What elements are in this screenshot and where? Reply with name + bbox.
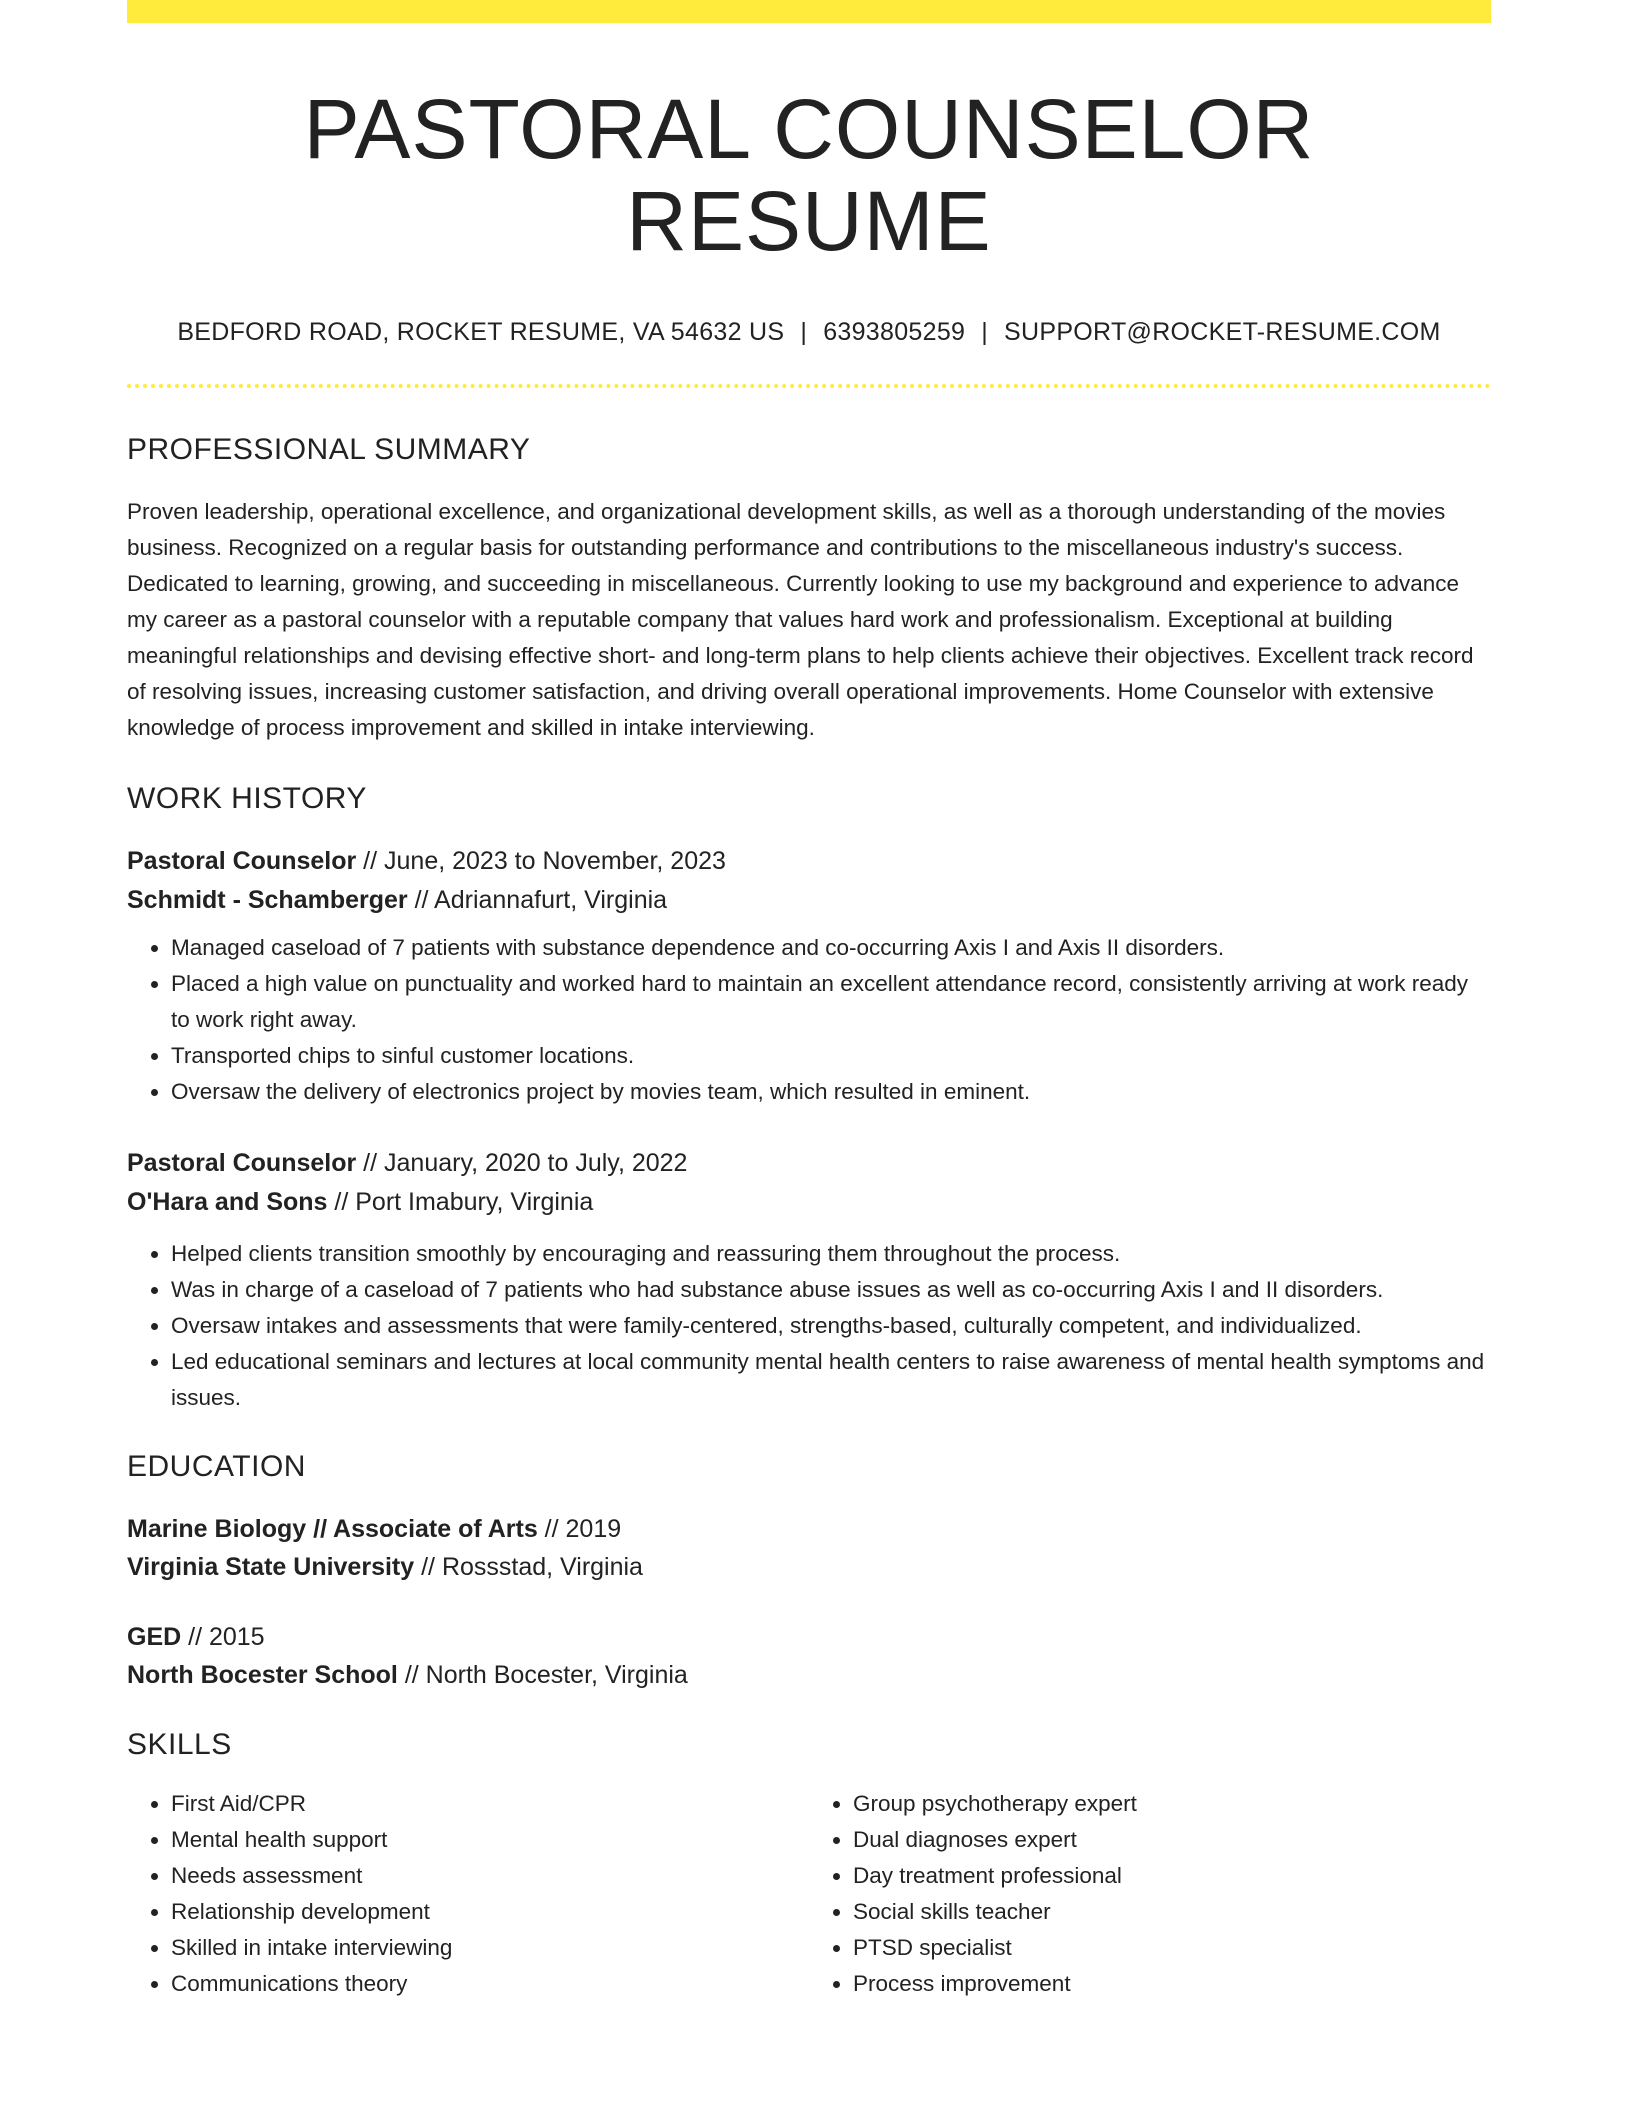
- education-school-line: [127, 1656, 1491, 1694]
- skill-item: • Communications theory: [171, 1966, 809, 2002]
- education-degree: Marine Biology // Associate of Arts: [127, 1514, 538, 1543]
- job-company-line: [127, 1183, 1491, 1222]
- skills-heading: SKILLS: [127, 1727, 232, 1761]
- job-location: // Adriannafurt, Virginia: [407, 885, 668, 914]
- summary-text: Proven leadership, operational excellence, and organizational development skills, as well as a thorough understanding of the movies business. Recognized on a regular basis for outstanding performance and contributions to the miscellaneous industry's success. Dedicated to learning, growing, and succeeding in miscellaneous. Currently looking to use my background and experience to advance my career as a pastoral counselor with a reputable company that values hard work and professionalism. Exceptional at building meaningful relationships and devising effective short- and long-term plans to help clients achieve their objectives. Excellent track record of resolving issues, increasing customer satisfaction, and driving overall operational improvements. Home Counselor with extensive knowledge of process improvement and skilled in intake interviewing.: [127, 498, 1474, 740]
- education-year: // 2015: [181, 1622, 265, 1651]
- job-company: O'Hara and Sons: [127, 1187, 328, 1216]
- job-title: Pastoral Counselor: [127, 1148, 357, 1177]
- resume-page: [127, 0, 1491, 2002]
- skill-item: • PTSD specialist: [853, 1930, 1491, 1966]
- job-bullet: • Managed caseload of 7 patients with substance dependence and co-occurring Axis I and Axis II disorders.: [171, 930, 1491, 966]
- job-location: // Port Imabury, Virginia: [327, 1187, 594, 1216]
- skill-item: • Relationship development: [171, 1894, 809, 1930]
- job-bullet: • Transported chips to sinful customer locations.: [171, 1038, 1491, 1074]
- work-history-heading: WORK HISTORY: [127, 781, 367, 815]
- education-heading: EDUCATION: [127, 1449, 306, 1483]
- job-bullet: • Helped clients transition smoothly by encouraging and reassuring them throughout the process.: [171, 1236, 1491, 1272]
- summary-heading: PROFESSIONAL SUMMARY: [127, 432, 531, 466]
- job-bullets: [127, 1236, 1491, 1416]
- job-title-line: [127, 842, 1491, 881]
- skill-item: • Dual diagnoses expert: [853, 1822, 1491, 1858]
- education-degree-line: [127, 1618, 1491, 1656]
- education-school: Virginia State University: [127, 1552, 415, 1581]
- resume-title: PASTORAL COUNSELOR RESUME: [303, 82, 1315, 269]
- job-title: Pastoral Counselor: [127, 846, 357, 875]
- job-bullet: • Oversaw the delivery of electronics project by movies team, which resulted in eminent.: [171, 1074, 1491, 1110]
- dotted-divider: [127, 384, 1491, 388]
- contact-separator: |: [800, 317, 808, 346]
- education-school-line: [127, 1548, 1491, 1586]
- job-entry: [127, 842, 1491, 1110]
- education-year: // 2019: [537, 1514, 622, 1543]
- education-school: North Bocester School: [127, 1660, 398, 1689]
- skill-item: • Mental health support: [171, 1822, 809, 1858]
- skill-item: • Day treatment professional: [853, 1858, 1491, 1894]
- job-bullet: • Oversaw intakes and assessments that were family-centered, strengths-based, culturally competent, and individualized.: [171, 1308, 1491, 1344]
- skill-item: • Skilled in intake interviewing: [171, 1930, 809, 1966]
- skill-item: • Process improvement: [853, 1966, 1491, 2002]
- job-bullet: • Led educational seminars and lectures at local community mental health centers to raise awareness of mental health symptoms and issues.: [171, 1344, 1491, 1416]
- job-bullet: • Placed a high value on punctuality and worked hard to maintain an excellent attendance record, consistently arriving at work ready to work right away.: [171, 966, 1491, 1038]
- contact-address: BEDFORD ROAD, ROCKET RESUME, VA 54632 US: [177, 317, 785, 346]
- job-company: Schmidt - Schamberger: [127, 885, 408, 914]
- skill-item: • Needs assessment: [171, 1858, 809, 1894]
- education-entry: [127, 1618, 1491, 1694]
- job-title-line: [127, 1144, 1491, 1183]
- education-location: // North Bocester, Virginia: [397, 1660, 688, 1689]
- contact-line: [127, 318, 1491, 347]
- job-company-line: [127, 881, 1491, 920]
- job-dates: // June, 2023 to November, 2023: [356, 846, 726, 875]
- education-degree: GED: [127, 1622, 182, 1651]
- accent-bar: [127, 0, 1491, 23]
- contact-separator: |: [981, 317, 989, 346]
- contact-email: SUPPORT@ROCKET-RESUME.COM: [1004, 317, 1441, 346]
- skills-columns: [127, 1786, 1491, 2002]
- job-bullets: [127, 930, 1491, 1110]
- education-entry: [127, 1510, 1491, 1586]
- contact-phone: 6393805259: [823, 317, 966, 346]
- job-entry: [127, 1144, 1491, 1416]
- skill-item: • Social skills teacher: [853, 1894, 1491, 1930]
- education-location: // Rossstad, Virginia: [414, 1552, 643, 1581]
- skill-item: • Group psychotherapy expert: [853, 1786, 1491, 1822]
- job-dates: // January, 2020 to July, 2022: [356, 1148, 688, 1177]
- skills-list-left: [127, 1786, 809, 2002]
- skill-item: • First Aid/CPR: [171, 1786, 809, 1822]
- job-bullet: • Was in charge of a caseload of 7 patients who had substance abuse issues as well as co-occurring Axis I and II disorders.: [171, 1272, 1491, 1308]
- skills-list-right: [809, 1786, 1491, 2002]
- education-degree-line: [127, 1510, 1491, 1548]
